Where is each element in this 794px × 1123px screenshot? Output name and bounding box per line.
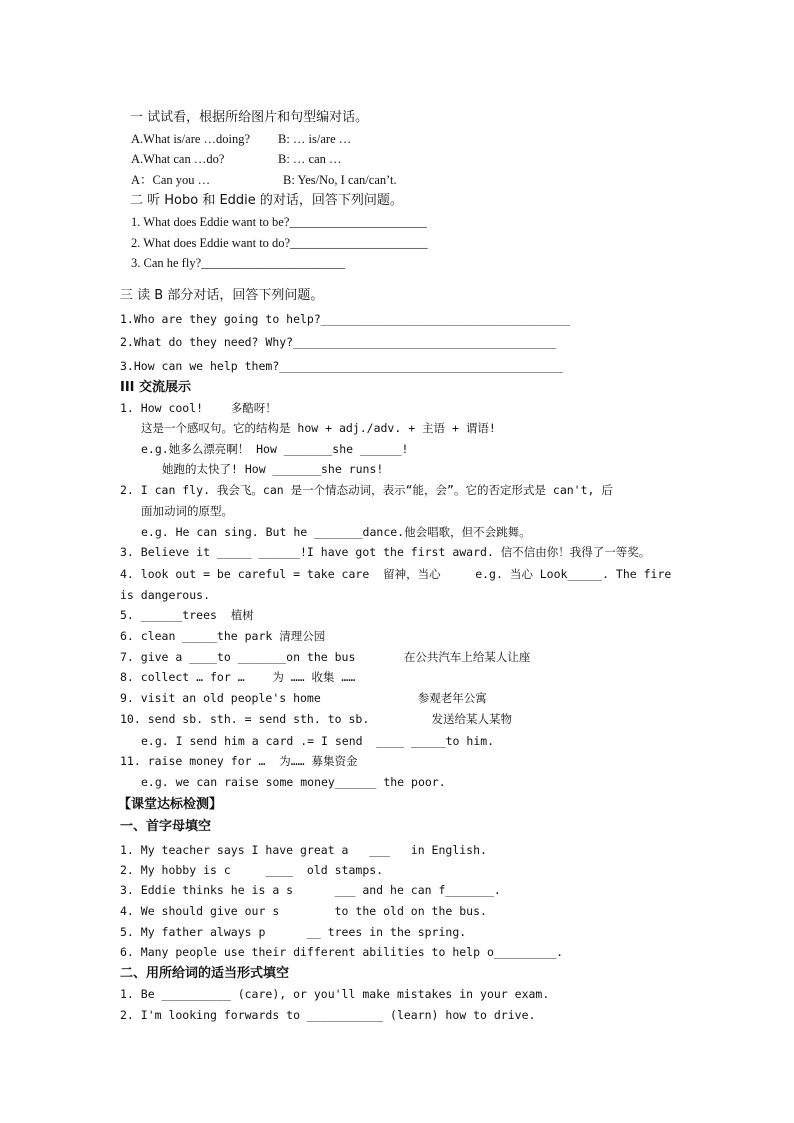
class-check-title: 【课堂达标检测】 (118, 797, 223, 812)
section-1-line-3b: B: Yes/No, I can/can’t. (283, 173, 397, 187)
word-form-fill-title: 二、用所给词的适当形式填空 (120, 966, 290, 981)
initial-letter-fill-title: 一、首字母填空 (120, 819, 212, 834)
point-1-explanation: 这是一个感叹句。它的结构是 how + adj./adv. + 主语 + 谓语! (141, 421, 496, 435)
section-1-line-2a: A.What can …do? (131, 152, 225, 166)
point-1: 1. How cool! 多酷呀！ (120, 401, 277, 415)
point-7: 7. give a ____to _______on the bus 在公共汽车上给某人让座 (120, 650, 531, 664)
fill-question-3: 3. Eddie thinks he is a s ___ and he can f_______. (120, 883, 501, 897)
point-2-continued: 面加动词的原型。 (141, 504, 233, 518)
point-5: 5. ______trees 植树 (120, 608, 254, 622)
point-10: 10. send sb. sth. = send sth. to sb. 发送给某人某物 (120, 712, 513, 726)
point-4-continued: is dangerous. (120, 588, 211, 602)
section-1-line-1b: B: … is/are … (278, 132, 352, 146)
section-2-question-2: 2. What does Eddie want to do?______________________ (131, 236, 428, 250)
section-1-line-2b: B: … can … (278, 152, 342, 166)
section-2-question-3: 3. Can he fly?_______________________ (131, 256, 345, 270)
point-11: 11. raise money for … 为…… 募集资金 (120, 754, 358, 768)
point-1-example-2: 她跑的太快了! How _______she runs! (162, 462, 384, 476)
word-form-question-2: 2. I'm looking forwards to ___________ (learn) how to drive. (120, 1008, 536, 1022)
fill-question-4: 4. We should give our s to the old on the bus. (120, 904, 487, 918)
word-form-question-1: 1. Be __________ (care), or you'll make mistakes in your exam. (120, 987, 550, 1001)
point-2: 2. I can fly. 我会飞。can 是一个情态动词，表示“能，会”。它的否定形式是 can't, 后 (120, 483, 613, 497)
fill-question-5: 5. My father always p __ trees in the spring. (120, 925, 467, 939)
point-9: 9. visit an old people's home 参观老年公寓 (120, 691, 487, 705)
section-1-line-3a: A：Can you … (131, 173, 211, 187)
section-3-question-1: 1.Who are they going to help?____________________________________ (120, 312, 571, 326)
point-3: 3. Believe it _____ ______!I have got the first award. 信不信由你！我得了一等奖。 (120, 545, 651, 559)
section-4-title: III 交流展示 (120, 380, 192, 395)
point-8: 8. collect … for … 为 …… 收集 …… (120, 670, 356, 684)
point-11-example: e.g. we can raise some money______ the poor. (141, 775, 446, 789)
point-1-example-1: e.g.她多么漂亮啊！ How _______she ______! (141, 442, 409, 456)
point-10-example: e.g. I send him a card .= I send ____ _____to him. (141, 734, 495, 748)
fill-question-6: 6. Many people use their different abilities to help o_________. (120, 945, 564, 959)
point-4: 4. look out = be careful = take care 留神，当心 e.g. 当心 Look_____. The fire (120, 567, 672, 581)
section-3-question-2: 2.What do they need? Why?______________________________________ (120, 335, 557, 349)
fill-question-1: 1. My teacher says I have great a ___ in English. (120, 843, 487, 857)
section-1-title: 一 试试看，根据所给图片和句型编对话。 (130, 110, 369, 125)
fill-question-2: 2. My hobby is c ____ old stamps. (120, 863, 384, 877)
section-2-question-1: 1. What does Eddie want to be?______________________ (131, 215, 427, 229)
section-2-title: 二 听 Hobo 和 Eddie 的对话，回答下列问题。 (130, 193, 403, 208)
section-3-title: 三 读 B 部分对话，回答下列问题。 (120, 288, 324, 303)
section-1-line-1a: A.What is/are …doing? (131, 132, 251, 146)
point-6: 6. clean _____the park 清理公园 (120, 629, 326, 643)
point-2-example: e.g. He can sing. But he _______dance.他会唱歌，但不会跳舞。 (141, 525, 531, 539)
section-3-question-3: 3.How can we help them?_________________________________________ (120, 359, 564, 373)
